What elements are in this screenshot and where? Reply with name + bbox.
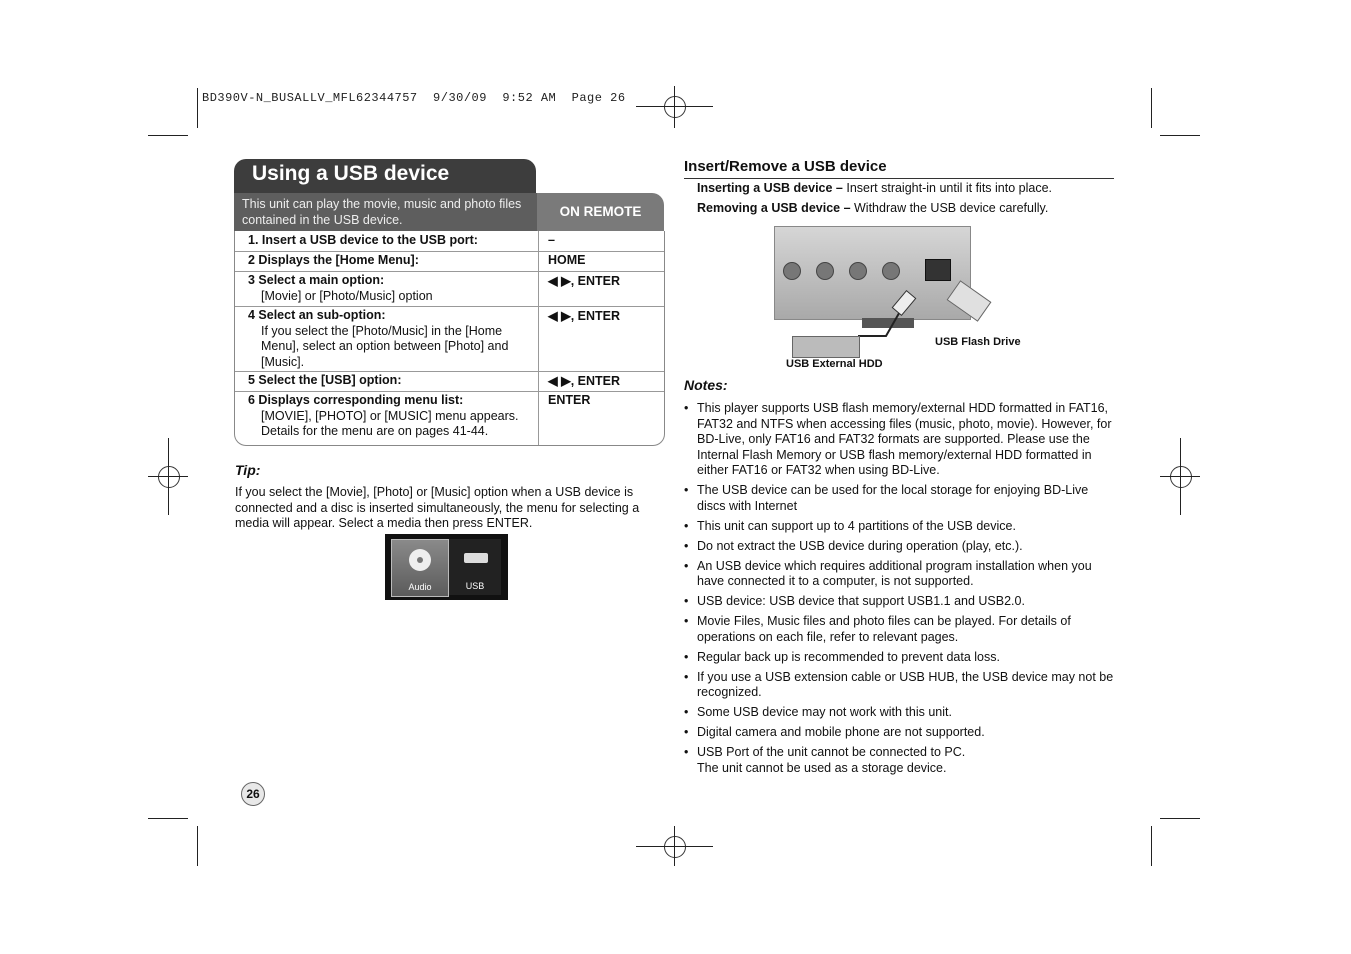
note-item: • The USB device can be used for the local storage for enjoying BD-Live discs with Internet (684, 483, 1114, 514)
section-title: Using a USB device (252, 162, 450, 185)
inserting-text: Insert straight-in until it fits into place. (842, 181, 1053, 195)
media-select-screenshot (385, 534, 508, 600)
crop-mark (148, 818, 188, 819)
crop-mark (148, 135, 188, 136)
step-row-3 (235, 271, 664, 307)
remote-key: ◀ ▶, ENTER (548, 309, 621, 323)
next-button-icon (882, 262, 900, 280)
crop-mark (1160, 135, 1200, 136)
usb-instructions-box (234, 159, 664, 446)
audio-label: Audio (408, 582, 432, 592)
notes-list (684, 401, 1114, 781)
print-header: BD390V-N_BUSALLV_MFL62344757 9/30/09 9:52 AM Page 26 (202, 91, 626, 105)
registration-line (636, 846, 713, 847)
crop-mark (1151, 826, 1152, 866)
registration-mark (664, 836, 686, 858)
crop-mark (1160, 818, 1200, 819)
step-detail: [MOVIE], [PHOTO] or [MUSIC] menu appears. Details for the menu are on pages 41-44. (261, 408, 519, 438)
audio-tile (391, 539, 449, 597)
description-text: This unit can play the movie, music and photo files contained in the USB device. (242, 197, 522, 227)
remote-key: ◀ ▶, ENTER (548, 374, 621, 388)
disc-icon (409, 549, 431, 571)
remote-key: ◀ ▶, ENTER (548, 274, 621, 288)
note-item: • If you use a USB extension cable or USB HUB, the USB device may not be recognized. (684, 670, 1114, 701)
usb-label: USB (465, 581, 485, 591)
heading-rule (684, 178, 1114, 179)
stop-button-icon (816, 262, 834, 280)
note-item: • USB Port of the unit cannot be connected to PC. The unit cannot be used as a storage device. (684, 745, 1114, 776)
removing-text: Withdraw the USB device carefully. (850, 201, 1049, 215)
registration-mark (158, 466, 180, 488)
note-item: • Some USB device may not work with this unit. (684, 705, 1114, 721)
tip-text: If you select the [Movie], [Photo] or [Music] option when a USB device is connected and a disc is inserted simultaneously, the menu for selecting a media will appear. Select a media then press ENTER. (235, 485, 640, 530)
note-item: • Do not extract the USB device during operation (play, etc.). (684, 539, 1114, 555)
registration-line (148, 476, 188, 477)
step-text: 4 Select an sub-option: (248, 308, 386, 322)
usb-plug-icon (464, 553, 488, 563)
page-number-badge: 26 (241, 782, 265, 806)
note-item: • Movie Files, Music files and photo files can be played. For details of operations on each file, refer to relevant pages. (684, 614, 1114, 645)
step-row-1 (235, 231, 664, 252)
on-remote-label: ON REMOTE (559, 204, 642, 219)
crop-mark (197, 88, 198, 128)
inserting-label: Inserting a USB device – (697, 181, 843, 195)
crop-mark (1151, 88, 1152, 128)
external-hdd-caption: USB External HDD (786, 358, 883, 370)
step-text: 2 Displays the [Home Menu]: (248, 253, 419, 267)
play-pause-button-icon (783, 262, 801, 280)
step-row-6 (235, 391, 664, 445)
step-text: 5 Select the [USB] option: (248, 373, 402, 387)
step-detail: [Movie] or [Photo/Music] option (261, 288, 433, 303)
removing-label: Removing a USB device – (697, 201, 851, 215)
note-item: • This unit can support up to 4 partitions of the USB device. (684, 519, 1114, 535)
step-detail: If you select the [Photo/Music] in the [Home Menu], select an option between [Photo] and [Music]. (261, 323, 509, 369)
remote-key: ENTER (548, 393, 591, 407)
usb-tile (449, 539, 501, 595)
registration-line (636, 106, 713, 107)
crop-mark (197, 826, 198, 866)
registration-line (674, 86, 675, 128)
step-row-4 (235, 306, 664, 372)
inserting-line (697, 181, 1052, 195)
steps-table (234, 231, 665, 446)
note-item: • Regular back up is recommended to prevent data loss. (684, 650, 1114, 666)
removing-line (697, 201, 1048, 215)
usb-port-icon (925, 259, 951, 281)
note-item: • This player supports USB flash memory/external HDD formatted in FAT16, FAT32 and NTFS when accessing files (music, photo, movie). However, for BD-Live, only FAT16 and FAT32 formats are supported. Please use the Internal Flash Memory or USB flash memory/external HDD formatted in either FAT16 or FAT32 when using BD-Live. (684, 401, 1114, 479)
tip-title: Tip: (235, 462, 261, 478)
remote-key: – (548, 233, 555, 247)
step-text: 1. Insert a USB device to the USB port: (248, 233, 478, 247)
insert-remove-heading: Insert/Remove a USB device (684, 158, 887, 175)
registration-line (1160, 476, 1200, 477)
remote-key: HOME (548, 253, 586, 267)
registration-mark (664, 96, 686, 118)
flash-drive-caption: USB Flash Drive (935, 336, 1021, 348)
on-remote-header (537, 193, 664, 231)
usb-cable-icon (858, 284, 918, 342)
section-title-tab (234, 159, 536, 197)
step-text: 6 Displays corresponding menu list: (248, 393, 464, 407)
note-item: • USB device: USB device that support USB1.1 and USB2.0. (684, 594, 1114, 610)
notes-title: Notes: (684, 377, 728, 393)
description-bar (234, 193, 537, 231)
step-row-2 (235, 251, 664, 272)
registration-mark (1170, 466, 1192, 488)
step-text: 3 Select a main option: (248, 273, 385, 287)
prev-button-icon (849, 262, 867, 280)
step-row-5 (235, 371, 664, 392)
external-hdd-icon (792, 336, 860, 358)
note-item: • Digital camera and mobile phone are not supported. (684, 725, 1114, 741)
note-item: • An USB device which requires additional program installation when you have connected it to a computer, is not supported. (684, 559, 1114, 590)
